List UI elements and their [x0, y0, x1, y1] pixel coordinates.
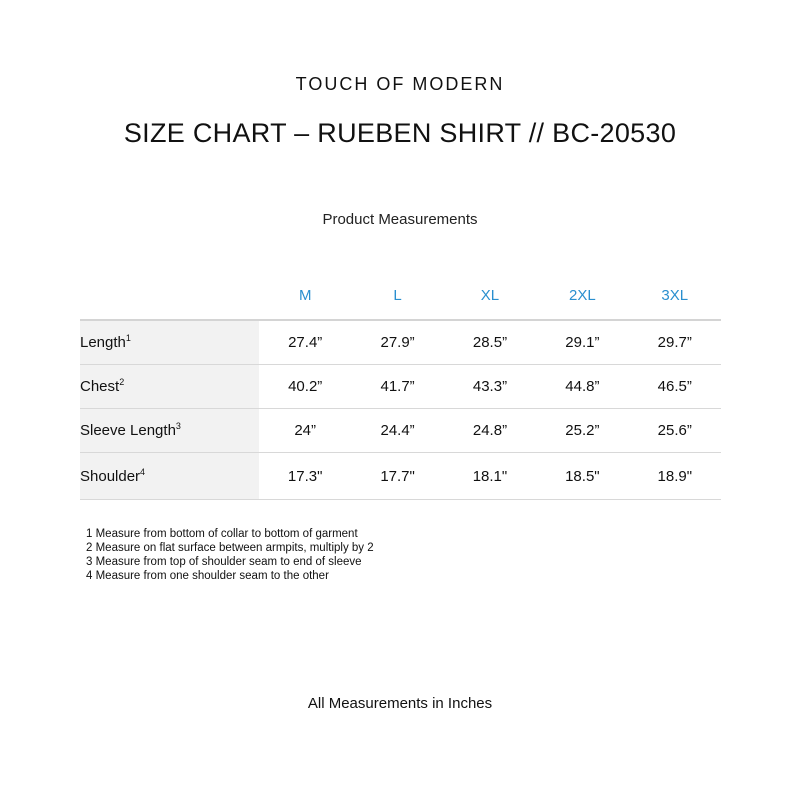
table-cell: 24.8”: [444, 409, 536, 453]
footnote-marker: 3: [175, 421, 181, 431]
footnote: 1 Measure from bottom of collar to bottom of garment: [86, 528, 358, 540]
table-cell: 18.1": [444, 453, 536, 500]
table-cell: 24.4”: [351, 409, 443, 453]
row-label-length: Length$^1$: [80, 320, 259, 365]
size-header-2xl: 2XL: [536, 272, 628, 320]
table-cell: 17.7": [351, 453, 443, 500]
table-cell: 41.7”: [351, 365, 443, 409]
row-label-sleeve-length: Sleeve Length$^3$: [80, 409, 259, 453]
table-cell: 40.2”: [259, 365, 351, 409]
size-header-xl: XL: [444, 272, 536, 320]
table-row: [80, 409, 721, 453]
row-label-chest: Chest$^2$: [80, 365, 259, 409]
table-cell: 27.4”: [259, 320, 351, 365]
table-cell: 44.8”: [536, 365, 628, 409]
size-header-m: M: [259, 272, 351, 320]
footnote-marker: 1: [125, 333, 131, 343]
size-header-l: L: [351, 272, 443, 320]
page-title: SIZE CHART – RUEBEN SHIRT // BC-20530: [123, 118, 677, 148]
table-cell: 25.2”: [536, 409, 628, 453]
table-cell: 29.7”: [629, 320, 721, 365]
table-cell: 29.1”: [536, 320, 628, 365]
table-cell: 18.9": [629, 453, 721, 500]
table-cell: 24”: [259, 409, 351, 453]
brand-logo: TOUCH OF MODERN: [295, 74, 505, 94]
table-cell: 43.3”: [444, 365, 536, 409]
table-cell: 25.6”: [629, 409, 721, 453]
table-cell: 17.3": [259, 453, 351, 500]
table-cell: 18.5": [536, 453, 628, 500]
header-blank: [80, 272, 259, 320]
footnotes: [86, 527, 374, 583]
table-row: [80, 365, 721, 409]
footnote-marker: 2: [119, 377, 125, 387]
footnote: 4 Measure from one shoulder seam to the other: [86, 570, 329, 582]
table-row: [80, 320, 721, 365]
footnote: 3 Measure from top of shoulder seam to end of sleeve: [86, 556, 362, 568]
table-cell: 28.5”: [444, 320, 536, 365]
footnote: 2 Measure on flat surface between armpits, multiply by 2: [86, 542, 374, 554]
table-row: [80, 453, 721, 500]
units-note: All Measurements in Inches: [307, 695, 493, 712]
section-subtitle: Product Measurements: [322, 211, 478, 228]
size-header-row: [80, 272, 721, 320]
table-cell: 46.5”: [629, 365, 721, 409]
row-label-shoulder: Shoulder$^4$: [80, 453, 259, 500]
size-header-3xl: 3XL: [629, 272, 721, 320]
table-cell: 27.9”: [351, 320, 443, 365]
footnote-marker: 4: [140, 466, 146, 477]
size-chart-table: [80, 272, 721, 500]
